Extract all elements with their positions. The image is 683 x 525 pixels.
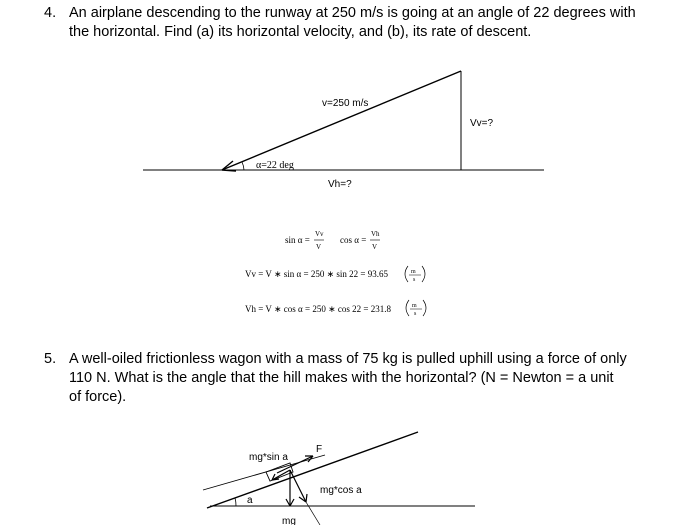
- weight-label: mg: [282, 516, 296, 525]
- cos-lhs: cos α =: [340, 235, 367, 245]
- parallel-component-label: mg*sin a: [249, 452, 288, 463]
- incline-angle-label: a: [247, 495, 253, 506]
- force-label: F: [316, 444, 323, 455]
- problem-5-diagram: [203, 432, 475, 525]
- angle-arc: [242, 162, 244, 170]
- incline-angle-arc: [235, 498, 236, 506]
- velocity-vector: [222, 71, 461, 170]
- sin-lhs: sin α =: [285, 235, 310, 245]
- equations: [245, 230, 426, 317]
- vv-unit-numerator: m: [411, 269, 416, 275]
- angle-label: α=22 deg: [256, 160, 294, 171]
- problem-5-number: 5.: [44, 351, 57, 367]
- sin-denominator: V: [316, 243, 322, 251]
- velocity-label: v=250 m/s: [322, 98, 369, 109]
- problem-4-number: 4.: [44, 5, 57, 21]
- vh-equation: Vh = V ∗ cos α = 250 ∗ cos 22 = 231.8: [245, 304, 391, 314]
- vh-unit-denominator: s: [414, 311, 417, 317]
- vh-unit-numerator: m: [412, 303, 417, 309]
- vh-unit: [406, 300, 426, 317]
- normal-extension-line: [306, 502, 320, 525]
- problem-5-text: A well-oiled frictionless wagon with a mass of 75 kg is pulled uphill using a force of only 110 N. What is the angle that the hill makes with the horizontal? (N = Newton = a unit of force).: [69, 351, 627, 405]
- vv-equation: Vv = V ∗ sin α = 250 ∗ sin 22 = 93.65: [245, 269, 388, 279]
- horizontal-velocity-label: Vh=?: [328, 179, 352, 190]
- sin-numerator: Vv: [315, 230, 324, 238]
- vv-unit-denominator: s: [413, 277, 416, 283]
- cos-denominator: V: [372, 243, 378, 251]
- normal-component-label: mg*cos a: [320, 485, 362, 496]
- cos-numerator: Vh: [371, 230, 380, 238]
- problem-4-text: An airplane descending to the runway at 250 m/s is going at an angle of 22 degrees with the horizontal. Find (a) its horizontal velocity, and (b), its rate of descent.: [69, 5, 636, 40]
- incline-line: [207, 432, 418, 508]
- vv-unit: [405, 266, 425, 283]
- vertical-velocity-label: Vv=?: [470, 118, 494, 129]
